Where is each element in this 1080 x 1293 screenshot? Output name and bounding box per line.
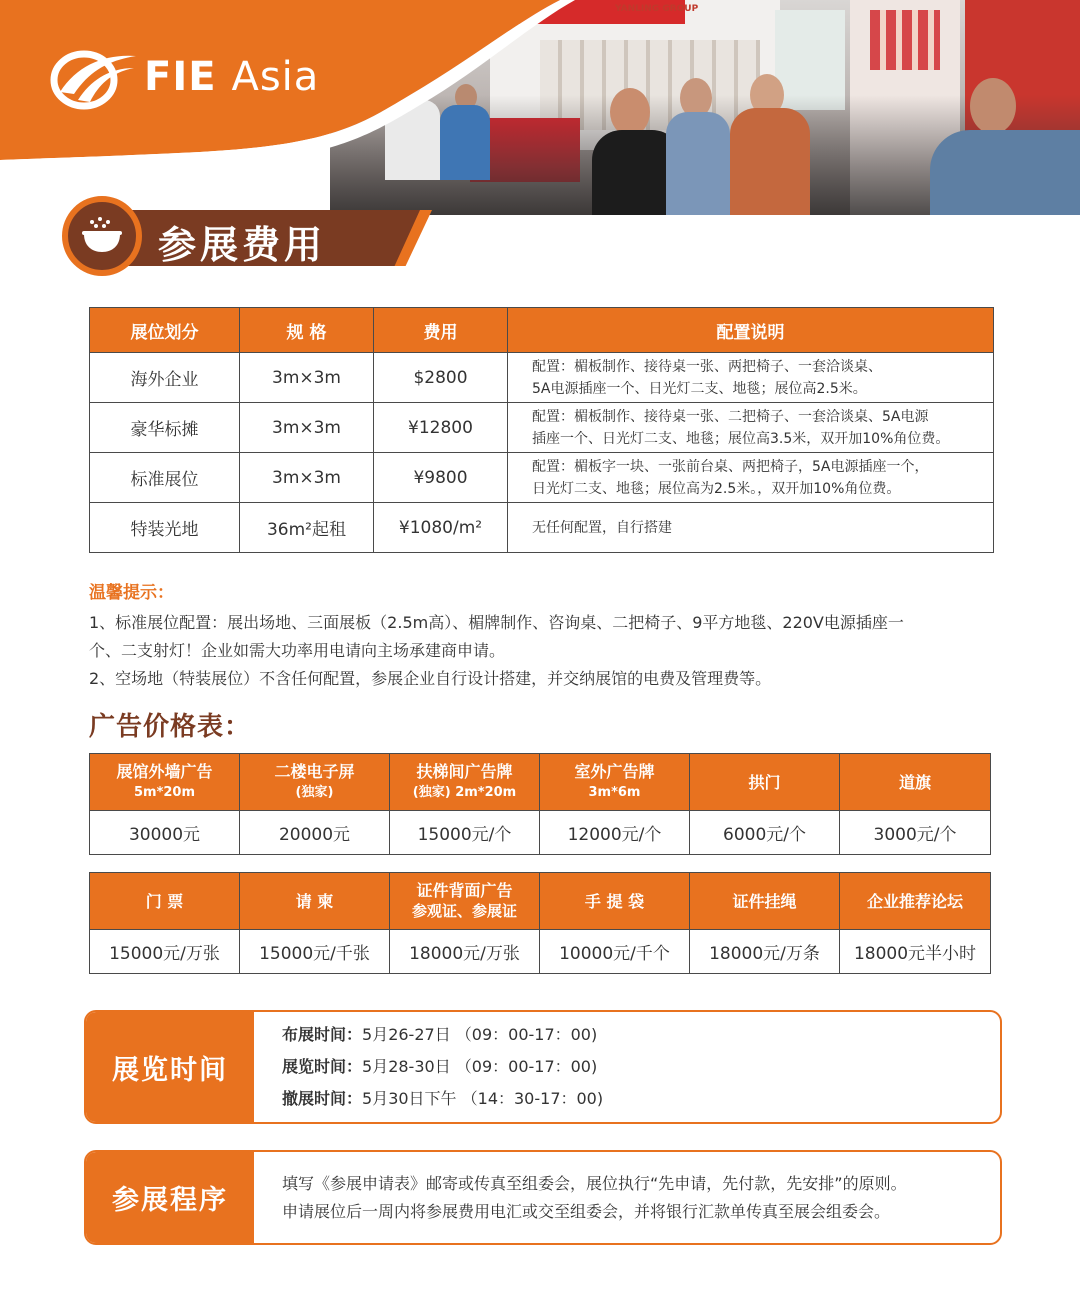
description-line: 配置：楣板制作、接待桌一张、二把椅子、一套洽谈桌、5A电源 <box>532 408 929 425</box>
column-header: 配置说明 <box>508 308 994 353</box>
price-cell: 15000元/万张 <box>90 930 240 974</box>
description-line: 日光灯二支、地毯；展位高为2.5米。，双开加10%角位费。 <box>532 480 901 497</box>
description-line: 5A电源插座一个、日光灯二支、地毯；展位高2.5米。 <box>532 380 867 397</box>
description-line: 配置：楣板字一块、一张前台桌、两把椅子，5A电源插座一个， <box>532 458 929 475</box>
header-banner <box>0 0 1080 215</box>
booth-size: 3m×3m <box>240 453 374 503</box>
tips-line: 2、空场地（特装展位）不含任何配置，参展企业自行设计搭建，并交纳展馆的电费及管理费等。 <box>89 669 772 688</box>
logo-text <box>144 54 319 100</box>
exhibition-time-body <box>254 1012 1000 1122</box>
booth-description <box>508 453 994 503</box>
booth-size: 36m²起租 <box>240 503 374 553</box>
column-header: 扶梯间广告牌 (独家) 2m*20m <box>390 754 540 811</box>
time-line: 展览时间：5月28-30日 （09：00-17：00) <box>282 1057 598 1076</box>
ad-price-table-2 <box>89 872 991 974</box>
table-header-row <box>90 754 991 811</box>
column-header: 二楼电子屏 (独家) <box>240 754 390 811</box>
tips-section <box>89 578 1009 693</box>
booth-size: 3m×3m <box>240 403 374 453</box>
procedure-line: 申请展位后一周内将参展费用电汇或交至组委会，并将银行汇款单传真至展会组委会。 <box>282 1201 891 1221</box>
price-cell: 20000元 <box>240 811 390 855</box>
column-header: 展位划分 <box>90 308 240 353</box>
exhibition-time-box <box>84 1010 1002 1124</box>
procedure-label: 参展程序 <box>86 1152 254 1243</box>
price-cell: 3000元/个 <box>840 811 991 855</box>
column-header: 道旗 <box>840 754 991 811</box>
description-line: 配置：楣板制作、接待桌一张、两把椅子、一套洽谈桌、 <box>532 358 882 375</box>
booth-price: ¥12800 <box>374 403 508 453</box>
booth-size: 3m×3m <box>240 353 374 403</box>
time-line: 撤展时间：5月30日下午 （14：30-17：00) <box>282 1089 604 1108</box>
price-cell: 18000元/万张 <box>390 930 540 974</box>
booth-type: 特装光地 <box>90 503 240 553</box>
procedure-body <box>254 1152 1000 1243</box>
table-row <box>90 503 994 553</box>
column-header: 展馆外墙广告 5m*20m <box>90 754 240 811</box>
section-title-banner <box>62 196 382 276</box>
description-line: 无任何配置，自行搭建 <box>532 519 672 536</box>
booth-fee-table <box>89 307 994 553</box>
table-header-row <box>90 308 994 353</box>
booth-description <box>508 353 994 403</box>
price-cell: 12000元/个 <box>540 811 690 855</box>
table-row <box>90 403 994 453</box>
section-title: 参展费用 <box>158 223 327 267</box>
column-header: 证件挂绳 <box>690 873 840 930</box>
booth-type: 海外企业 <box>90 353 240 403</box>
rice-bowl-icon <box>62 196 142 276</box>
price-cell: 15000元/千张 <box>240 930 390 974</box>
price-cell: 15000元/个 <box>390 811 540 855</box>
booth-description <box>508 403 994 453</box>
column-header: 证件背面广告 参观证、参展证 <box>390 873 540 930</box>
booth-price: ¥1080/m² <box>374 503 508 553</box>
booth-type: 豪华标摊 <box>90 403 240 453</box>
column-header: 企业推荐论坛 <box>840 873 991 930</box>
column-header: 室外广告牌 3m*6m <box>540 754 690 811</box>
price-cell: 18000元半小时 <box>840 930 991 974</box>
time-line: 布展时间：5月26-27日 （09：00-17：00) <box>282 1025 598 1044</box>
description-line: 插座一个、日光灯二支、地毯；展位高3.5米，双开加10%角位费。 <box>532 430 950 447</box>
column-header: 拱门 <box>690 754 840 811</box>
price-cell: 18000元/万条 <box>690 930 840 974</box>
price-cell: 10000元/千个 <box>540 930 690 974</box>
column-header: 门 票 <box>90 873 240 930</box>
booth-type: 标准展位 <box>90 453 240 503</box>
table-row <box>90 353 994 403</box>
price-cell: 6000元/个 <box>690 811 840 855</box>
booth-sign: YANLING GROUP <box>615 4 699 14</box>
ad-price-table-1 <box>89 753 991 855</box>
procedure-line: 填写《参展申请表》邮寄或传真至组委会，展位执行“先申请，先付款，先安排”的原则。 <box>282 1173 907 1193</box>
table-header-row <box>90 873 991 930</box>
exhibition-time-label: 展览时间 <box>86 1012 254 1122</box>
column-header: 费用 <box>374 308 508 353</box>
booth-description <box>508 503 994 553</box>
column-header: 请 柬 <box>240 873 390 930</box>
tips-line: 1、标准展位配置：展出场地、三面展板（2.5m高）、楣牌制作、咨询桌、二把椅子、9平方地毯、220V电源插座一 <box>89 613 904 632</box>
price-cell: 30000元 <box>90 811 240 855</box>
table-row <box>90 453 994 503</box>
tips-line: 个、二支射灯！企业如需大功率用电请向主场承建商申请。 <box>89 641 506 660</box>
ad-price-title: 广告价格表： <box>89 712 252 742</box>
logo-fie: FIE <box>144 54 217 100</box>
table-row <box>90 930 991 974</box>
tips-title: 温馨提示： <box>89 583 174 603</box>
fie-asia-logo <box>48 42 319 112</box>
procedure-box <box>84 1150 1002 1245</box>
column-header: 规 格 <box>240 308 374 353</box>
booth-price: ¥9800 <box>374 453 508 503</box>
table-row <box>90 811 991 855</box>
booth-price: $2800 <box>374 353 508 403</box>
column-header: 手 提 袋 <box>540 873 690 930</box>
swoosh-logo-icon <box>48 42 138 112</box>
logo-asia: Asia <box>231 54 320 100</box>
